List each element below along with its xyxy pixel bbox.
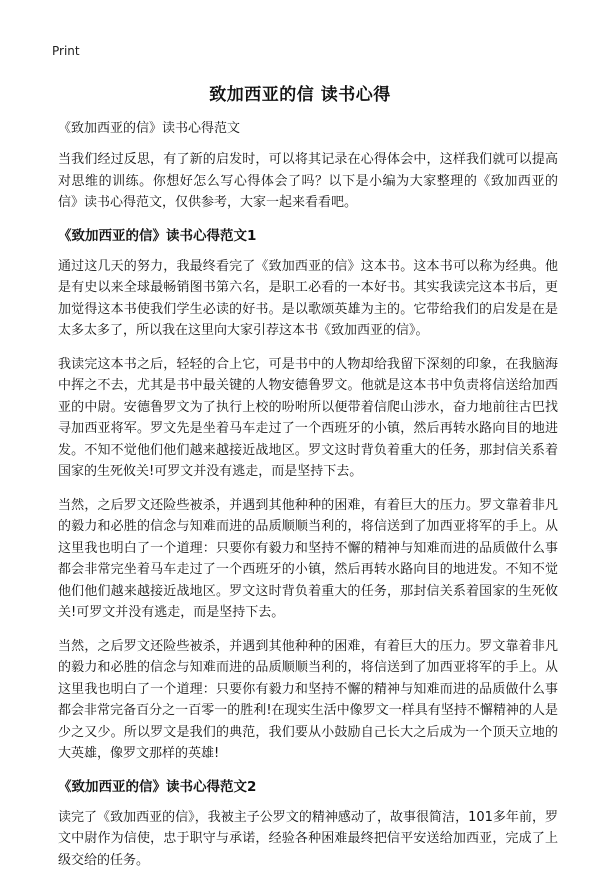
section-heading-1: 《致加西亚的信》读书心得范文1: [58, 227, 257, 244]
page-title: 致加西亚的信 读书心得: [209, 85, 391, 105]
section-2-paragraph-1: 读完了《致加西亚的信》，我被主子公罗文的精神感动了，故事很简洁，101多年前，罗文中尉作为信使，忠于职守与承诺，经验各种困难最终把信平安送给加西亚，完成了上级交给的任务。: [58, 809, 558, 868]
section-1-paragraph-4: 当然，之后罗文还险些被杀，并遇到其他种种的困难，有着巨大的压力。罗文靠着非凡的毅力和必胜的信念与知难而进的品质顺顺当利的，将信送到了加西亚将军的手上。从这里我也明白了一个道理：只要你有毅力和坚持不懈的精神与知难而进的品质做什么事都会非常完备百分之一百零一的胜利!在现实生活中像罗文一样具有坚持不懈精神的人是少之又少。所以罗文是我们的典范，我们要从小鼓励自己长大之后成为一个顶天立地的大英雄，像罗文那样的英雄!: [58, 638, 558, 761]
print-label: Print: [52, 44, 80, 58]
intro-paragraph: 当我们经过反思，有了新的启发时，可以将其记录在心得体会中，这样我们就可以提高对思维的训练。你想好怎么写心得体会了吗？以下是小编为大家整理的《致加西亚的信》读书心得范文，仅供参考，大家一起来看看吧。: [58, 152, 558, 210]
article-subtitle: 《致加西亚的信》读书心得范文: [58, 121, 241, 136]
section-1-paragraph-3: 当然，之后罗文还险些被杀，并遇到其他种种的困难，有着巨大的压力。罗文靠着非凡的毅力和必胜的信念与知难而进的品质顺顺当利的，将信送到了加西亚将军的手上。从这里我也明白了一个道理：只要你有毅力和坚持不懈的精神与知难而进的品质做什么事都会非常完坐着马车走过了一个西班牙的小镇，然后再转水路向目的地进发。不知不觉他们他们越来越接近战地区。罗文这时背负着重大的任务，那封信关系着国家的生死攸关!可罗文并没有逃走，而是坚持下去。: [58, 497, 558, 620]
section-1-paragraph-2: 我读完这本书之后，轻轻的合上它，可是书中的人物却给我留下深刻的印象，在我脑海中挥之不去，尤其是书中最关键的人物安德鲁罗文。他就是这本书中负责将信送给加西亚的中尉。安德鲁罗文为了执行上校的吩咐所以便带着信爬山涉水，奋力地前往古巴找寻加西亚将军。罗文先是坐着马车走过了一个西班牙的小镇，然后再转水路向目的地进发。不知不觉他们他们越来越接近战地区。罗文这时背负着重大的任务，那封信关系着国家的生死攸关!可罗文并没有逃走，而是坚持下去。: [58, 356, 558, 479]
section-heading-2: 《致加西亚的信》读书心得范文2: [58, 778, 257, 795]
section-1-paragraph-1: 通过这几天的努力，我最终看完了《致加西亚的信》这本书。这本书可以称为经典。他是有史以来全球最畅销图书第六名，是职工必看的一本好书。其实我读完这本书后，更加觉得这本书使我们学生必读的好书。是以歌颂英雄为主的。它带给我们的启发是在是太多太多了，所以我在这里向大家引荐这本书《致加西亚的信》。: [58, 258, 558, 338]
article-body: [58, 120, 558, 883]
